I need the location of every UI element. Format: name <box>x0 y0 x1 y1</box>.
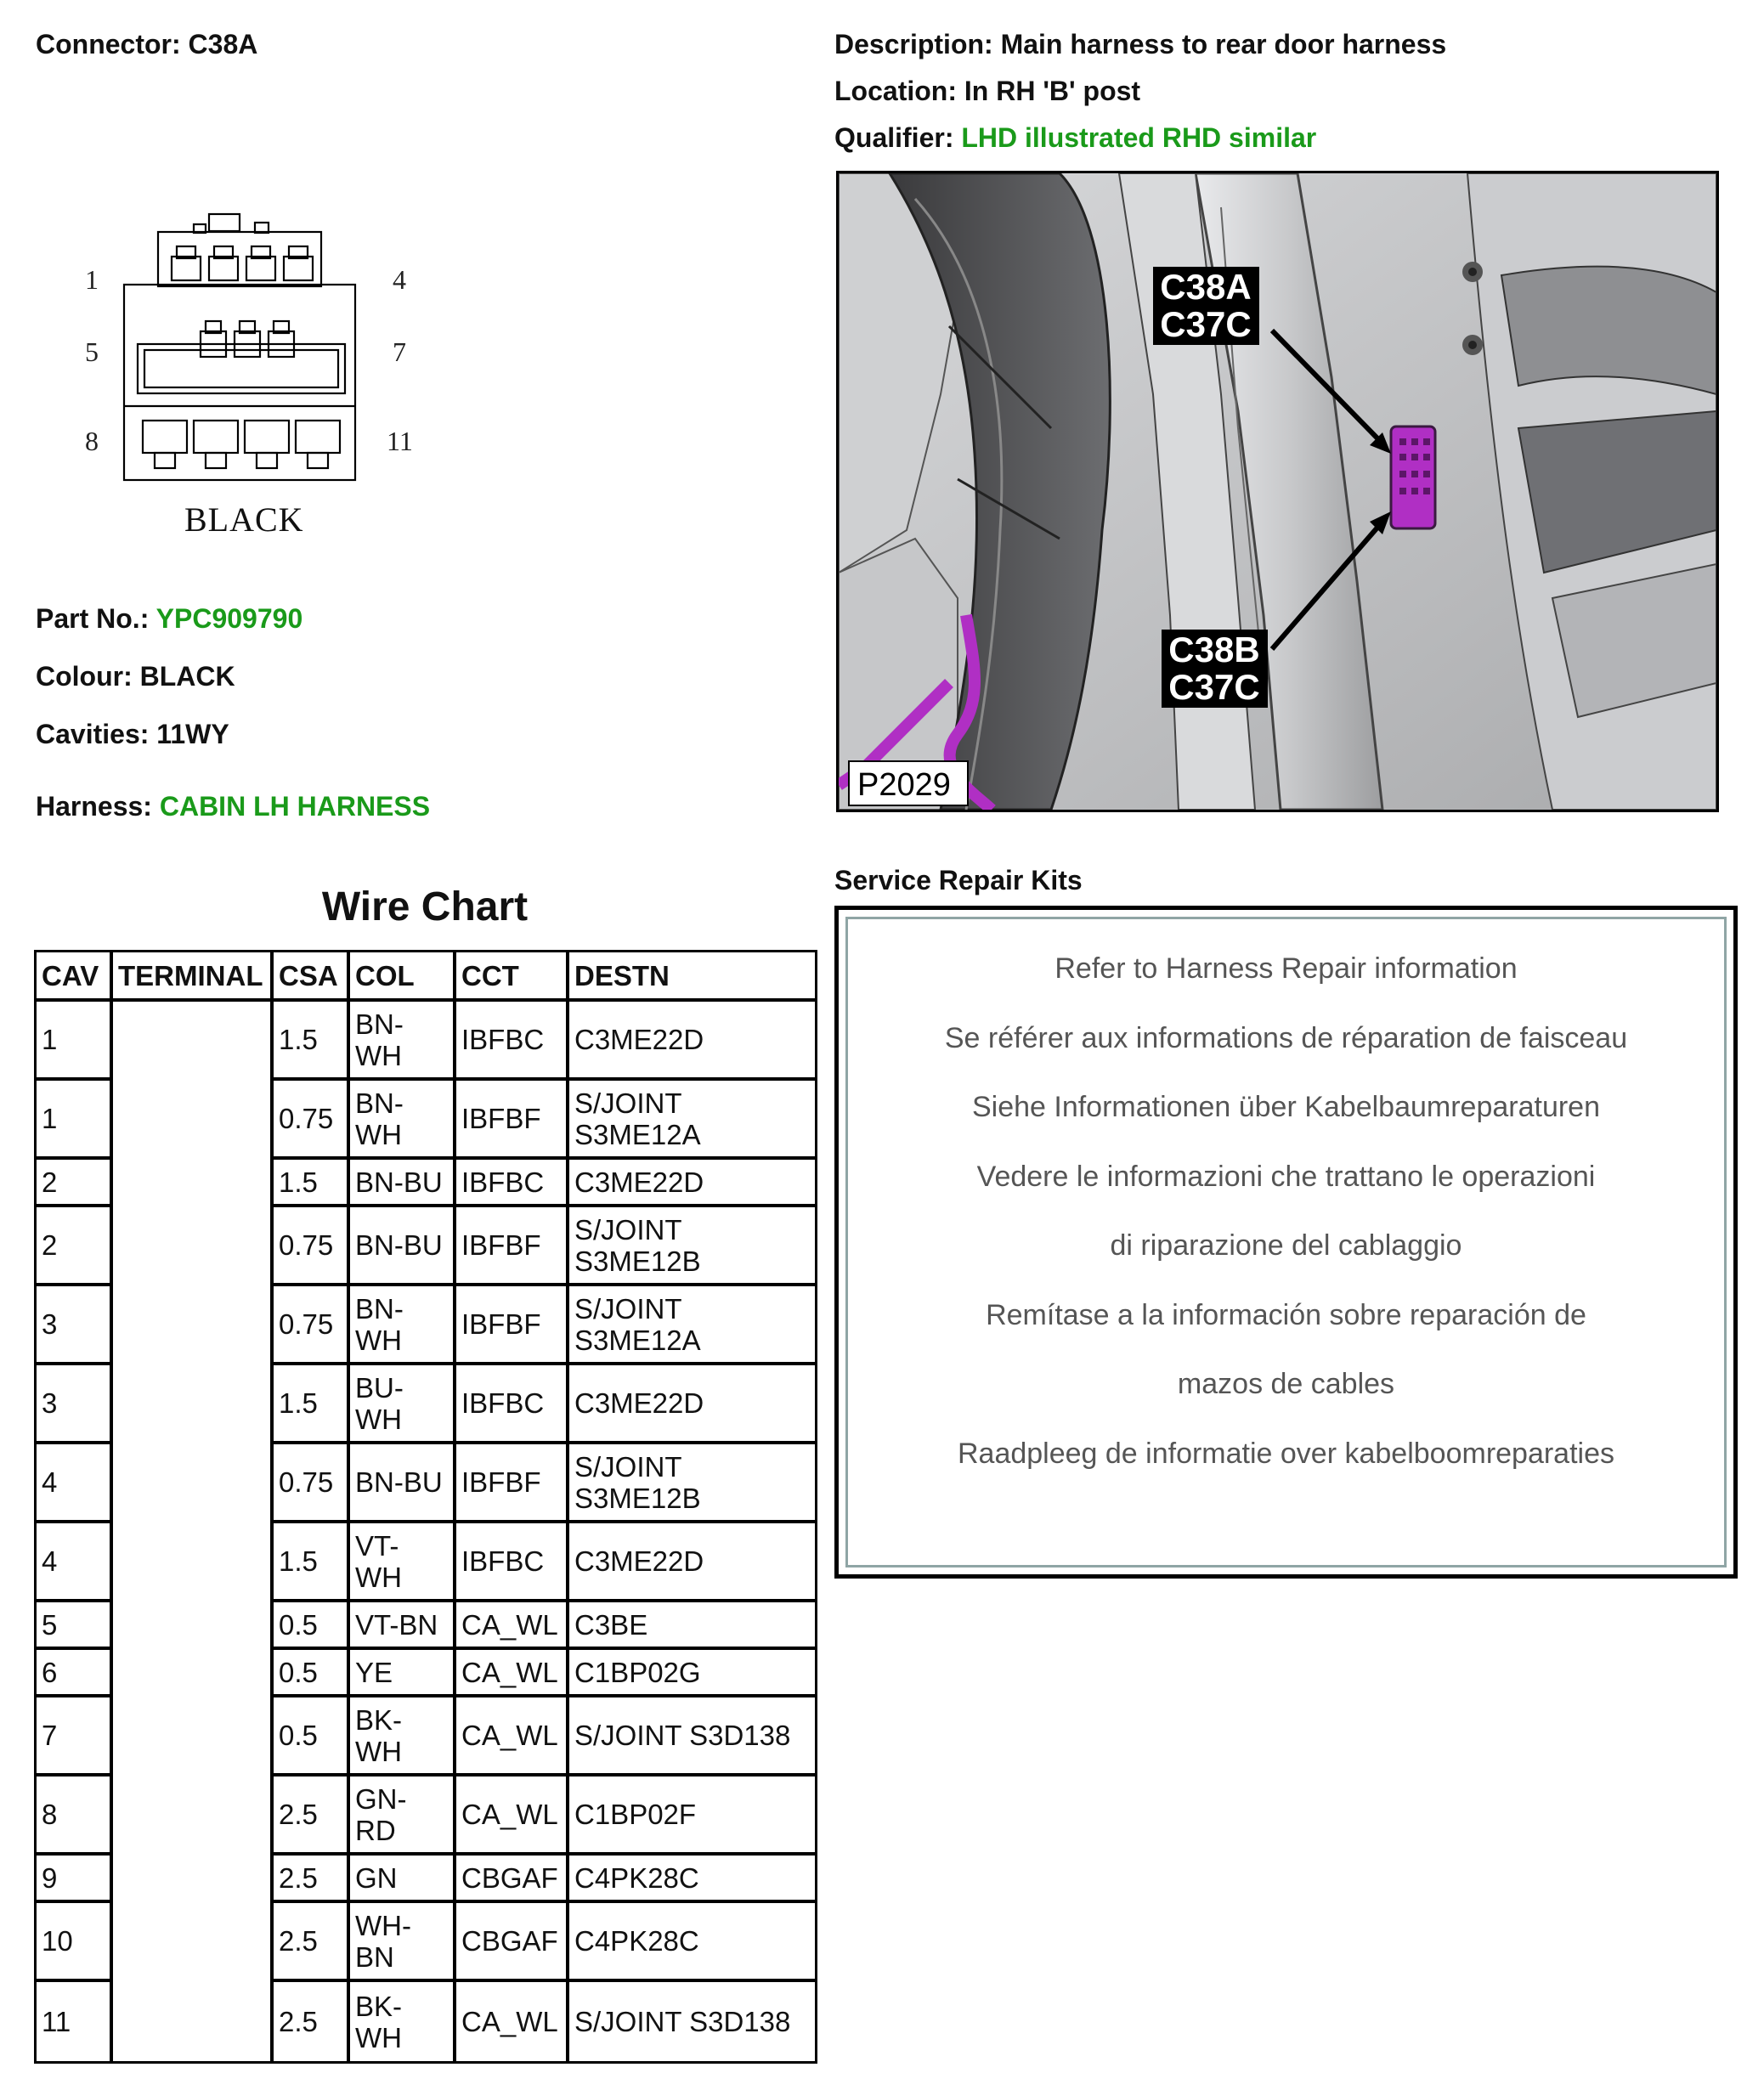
qualifier-line <box>834 122 1316 154</box>
cell-cav: 4 <box>37 1444 113 1523</box>
cell-csa: 0.5 <box>274 1697 350 1776</box>
cell-cct: CA_WL <box>456 1776 569 1856</box>
cell-cct: IBFBC <box>456 1523 569 1602</box>
wire-row <box>37 1160 815 1207</box>
wire-row <box>37 1523 815 1602</box>
qualifier-value: LHD illustrated RHD similar <box>961 122 1317 153</box>
harness-label: Harness: <box>36 791 152 822</box>
cell-destn: S/JOINT S3ME12A <box>569 1286 815 1365</box>
cell-col: BN-BU <box>350 1207 456 1286</box>
wire-chart-table <box>34 950 817 2064</box>
cell-csa: 1.5 <box>274 1002 350 1081</box>
cell-col: BN- WH <box>350 1286 456 1365</box>
wire-row <box>37 1602 815 1650</box>
column-header-csa: CSA <box>274 952 350 1002</box>
wire-row <box>37 1697 815 1776</box>
pin-label-1: 1 <box>85 264 99 295</box>
cell-terminal <box>113 1286 274 1365</box>
cell-cct: CBGAF <box>456 1856 569 1903</box>
connector-face-diagram <box>76 204 442 544</box>
cell-cct: IBFBF <box>456 1286 569 1365</box>
cell-col: BK- WH <box>350 1697 456 1776</box>
cell-csa: 0.75 <box>274 1207 350 1286</box>
repair-text-line: di riparazione del cablaggio <box>1110 1229 1462 1262</box>
cell-cav: 9 <box>37 1856 113 1903</box>
callout-bottom-line1: C38B <box>1168 630 1260 669</box>
wire-chart-title: Wire Chart <box>321 884 529 929</box>
description-line <box>834 29 1446 60</box>
wire-row <box>37 1903 815 1982</box>
cell-cav: 10 <box>37 1903 113 1982</box>
cell-csa: 0.5 <box>274 1602 350 1650</box>
cell-terminal <box>113 1602 274 1650</box>
cell-col: YE <box>350 1650 456 1697</box>
cell-csa: 0.5 <box>274 1650 350 1697</box>
cell-csa: 2.5 <box>274 1903 350 1982</box>
cell-cct: CA_WL <box>456 1602 569 1650</box>
wire-row <box>37 1002 815 1081</box>
cell-cav: 1 <box>37 1002 113 1081</box>
cell-terminal <box>113 1856 274 1903</box>
cell-destn: C3ME22D <box>569 1160 815 1207</box>
cell-csa: 1.5 <box>274 1365 350 1444</box>
harness-value: CABIN LH HARNESS <box>159 791 431 822</box>
cell-col: BN-BU <box>350 1160 456 1207</box>
pin-label-7: 7 <box>393 336 406 367</box>
connector-value: C38A <box>188 29 258 59</box>
repair-text-line: Siehe Informationen über Kabelbaumreparaturen <box>971 1091 1601 1123</box>
cell-cav: 2 <box>37 1207 113 1286</box>
column-header-destn: DESTN <box>569 952 815 1002</box>
column-header-cav: CAV <box>37 952 113 1002</box>
repair-text-line: Remítase a la información sobre reparación de <box>986 1298 1586 1331</box>
wire-row <box>37 1444 815 1523</box>
cell-cav: 4 <box>37 1523 113 1602</box>
cell-col: BU- WH <box>350 1365 456 1444</box>
cell-col: BN- WH <box>350 1002 456 1081</box>
cell-destn: C4PK28C <box>569 1903 815 1982</box>
cell-destn: C3ME22D <box>569 1002 815 1081</box>
cell-terminal <box>113 1523 274 1602</box>
cell-col: GN- RD <box>350 1776 456 1856</box>
service-repair-text <box>848 952 1724 1505</box>
cell-destn: C3ME22D <box>569 1523 815 1602</box>
cell-destn: S/JOINT S3ME12B <box>569 1207 815 1286</box>
location-label: Location: <box>834 76 957 106</box>
description-value: Main harness to rear door harness <box>1000 29 1447 59</box>
cavities-value: 11WY <box>156 719 229 749</box>
cell-terminal <box>113 1207 274 1286</box>
cell-destn: C4PK28C <box>569 1856 815 1903</box>
location-photo <box>836 171 1719 812</box>
cell-terminal <box>113 1776 274 1856</box>
cell-cct: IBFBF <box>456 1444 569 1523</box>
connector-label: Connector: <box>36 29 181 59</box>
connector-colour-label: BLACK <box>184 500 304 539</box>
repair-text-line: Se référer aux informations de réparation de faisceau <box>944 1021 1628 1054</box>
cell-col: GN <box>350 1856 456 1903</box>
pin-label-11: 11 <box>387 426 413 456</box>
cell-cav: 11 <box>37 1982 113 2061</box>
repair-text-line: Raadpleeg de informatie over kabelboomreparaties <box>957 1437 1615 1470</box>
callout-top-line1: C38A <box>1160 267 1252 307</box>
cell-cct: CA_WL <box>456 1697 569 1776</box>
cell-csa: 1.5 <box>274 1160 350 1207</box>
cavities-line <box>36 719 229 750</box>
repair-text-line: Vedere le informazioni che trattano le operazioni <box>976 1160 1596 1193</box>
repair-text-line: mazos de cables <box>1177 1368 1395 1400</box>
harness-line <box>36 791 430 822</box>
colour-label: Colour: <box>36 661 133 692</box>
pin-label-4: 4 <box>393 264 406 295</box>
location-illustration <box>839 173 1716 810</box>
cell-csa: 1.5 <box>274 1523 350 1602</box>
wire-row <box>37 1286 815 1365</box>
column-header-terminal: TERMINAL <box>113 952 274 1002</box>
colour-line <box>36 661 235 692</box>
colour-value: BLACK <box>139 661 235 692</box>
callout-top-line2: C37C <box>1160 304 1252 344</box>
cell-destn: C1BP02F <box>569 1776 815 1856</box>
cell-csa: 2.5 <box>274 1856 350 1903</box>
description-label: Description: <box>834 29 993 59</box>
wire-row <box>37 1365 815 1444</box>
wire-row <box>37 1982 815 2061</box>
cell-col: BK- WH <box>350 1982 456 2061</box>
cell-cct: CA_WL <box>456 1650 569 1697</box>
wire-row <box>37 1081 815 1160</box>
location-value: In RH 'B' post <box>964 76 1141 106</box>
cell-cav: 3 <box>37 1365 113 1444</box>
cell-cav: 3 <box>37 1286 113 1365</box>
cell-col: BN-BU <box>350 1444 456 1523</box>
cell-cav: 7 <box>37 1697 113 1776</box>
cell-csa: 0.75 <box>274 1286 350 1365</box>
wire-chart-header-row <box>37 952 815 1002</box>
cell-terminal <box>113 1650 274 1697</box>
repair-text-line: Refer to Harness Repair information <box>1054 952 1518 985</box>
cell-destn: C3BE <box>569 1602 815 1650</box>
cell-destn: S/JOINT S3ME12B <box>569 1444 815 1523</box>
pin-label-8: 8 <box>85 426 99 456</box>
connector-heading <box>36 29 257 60</box>
cell-csa: 0.75 <box>274 1081 350 1160</box>
cell-col: WH- BN <box>350 1903 456 1982</box>
cell-cct: IBFBC <box>456 1002 569 1081</box>
wire-row <box>37 1207 815 1286</box>
cell-cct: CBGAF <box>456 1903 569 1982</box>
cavities-label: Cavities: <box>36 719 150 749</box>
cell-cav: 1 <box>37 1081 113 1160</box>
service-repair-box <box>834 906 1738 1579</box>
cell-terminal <box>113 1081 274 1160</box>
wire-row <box>37 1776 815 1856</box>
service-repair-inner-frame <box>845 917 1727 1568</box>
cell-terminal <box>113 1982 274 2061</box>
cell-destn: S/JOINT S3D138 <box>574 2006 791 2037</box>
cell-destn: C1BP02G <box>569 1650 815 1697</box>
callout-bottom-line2: C37C <box>1168 667 1260 707</box>
cell-col: VT-BN <box>350 1602 456 1650</box>
wire-row <box>37 1650 815 1697</box>
cell-cav: 6 <box>37 1650 113 1697</box>
service-repair-title: Service Repair Kits <box>834 865 1083 895</box>
cell-cav: 2 <box>37 1160 113 1207</box>
cell-cct: IBFBC <box>456 1365 569 1444</box>
cell-terminal <box>113 1697 274 1776</box>
cell-terminal <box>113 1444 274 1523</box>
part-no-line <box>36 603 302 635</box>
wire-row <box>37 1856 815 1903</box>
cell-destn: S/JOINT S3D138 <box>569 1697 815 1776</box>
cell-col: VT- WH <box>350 1523 456 1602</box>
cell-csa: 2.5 <box>274 1982 350 2061</box>
cell-cct: CA_WL <box>456 1982 569 2061</box>
cell-cct: IBFBF <box>456 1207 569 1286</box>
image-ref-label: P2029 <box>857 767 951 803</box>
cell-cav: 8 <box>37 1776 113 1856</box>
cell-terminal <box>113 1160 274 1207</box>
cell-destn: S/JOINT S3ME12A <box>569 1081 815 1160</box>
column-header-col: COL <box>350 952 456 1002</box>
cell-csa: 2.5 <box>274 1776 350 1856</box>
wire-chart-body <box>37 1002 815 2061</box>
cell-col: BN- WH <box>350 1081 456 1160</box>
pin-label-5: 5 <box>85 336 99 367</box>
cell-destn: C3ME22D <box>569 1365 815 1444</box>
cell-terminal <box>113 1903 274 1982</box>
location-line <box>834 76 1140 107</box>
cell-terminal <box>113 1365 274 1444</box>
cell-cct: IBFBF <box>456 1081 569 1160</box>
cell-cav: 5 <box>37 1602 113 1650</box>
cell-terminal <box>113 1002 274 1081</box>
column-header-cct: CCT <box>456 952 569 1002</box>
part-no-label: Part No.: <box>36 603 150 634</box>
part-no-value: YPC909790 <box>155 603 303 634</box>
cell-csa: 0.75 <box>274 1444 350 1523</box>
qualifier-label: Qualifier: <box>834 122 954 153</box>
cell-cct: IBFBC <box>456 1160 569 1207</box>
